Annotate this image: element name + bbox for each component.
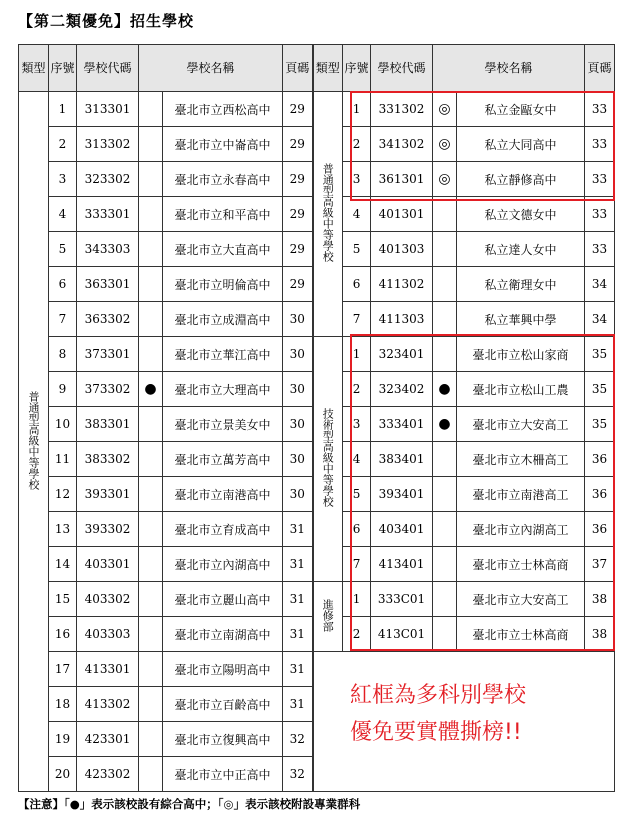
right-category-label: 普通型高級中等學校	[321, 163, 335, 262]
row-mark: ◎	[433, 162, 457, 197]
row-mark	[139, 687, 163, 722]
row-seq: 19	[49, 722, 77, 757]
row-code: 373302	[77, 372, 139, 407]
row-seq: 4	[343, 442, 371, 477]
row-name: 私立金甌女中	[457, 92, 585, 127]
row-code: 423302	[77, 757, 139, 792]
row-page: 32	[283, 757, 313, 792]
row-mark	[433, 582, 457, 617]
table-row	[19, 582, 615, 617]
row-page: 30	[283, 337, 313, 372]
row-page: 29	[283, 232, 313, 267]
row-page: 30	[283, 372, 313, 407]
row-code: 331302	[371, 92, 433, 127]
row-seq: 13	[49, 512, 77, 547]
row-seq: 1	[49, 92, 77, 127]
row-page: 35	[585, 407, 615, 442]
row-name: 臺北市立士林高商	[457, 547, 585, 582]
row-page: 31	[283, 617, 313, 652]
header-code: 學校代碼	[77, 45, 139, 92]
row-code: 313301	[77, 92, 139, 127]
row-name: 臺北市立松山工農	[457, 372, 585, 407]
row-mark	[139, 232, 163, 267]
row-seq: 18	[49, 687, 77, 722]
row-code: 341302	[371, 127, 433, 162]
row-seq: 4	[49, 197, 77, 232]
row-name: 臺北市立大安高工	[457, 407, 585, 442]
row-mark	[139, 547, 163, 582]
row-name: 臺北市立松山家商	[457, 337, 585, 372]
row-page: 29	[283, 162, 313, 197]
row-code: 413301	[77, 652, 139, 687]
row-page: 29	[283, 92, 313, 127]
row-name: 臺北市立明倫高中	[163, 267, 283, 302]
row-name: 臺北市立育成高中	[163, 512, 283, 547]
left-category-label: 普通型高級中等學校	[27, 390, 40, 490]
row-code: 333301	[77, 197, 139, 232]
row-seq: 16	[49, 617, 77, 652]
row-code: 393302	[77, 512, 139, 547]
right-category-cell	[313, 337, 343, 582]
row-page: 30	[283, 477, 313, 512]
row-page: 38	[585, 582, 615, 617]
row-seq: 7	[343, 302, 371, 337]
right-category-label: 技術型高級中等學校	[321, 408, 335, 507]
row-code: 401303	[371, 232, 433, 267]
row-mark	[139, 512, 163, 547]
row-name: 臺北市立麗山高中	[163, 582, 283, 617]
row-name: 臺北市立和平高中	[163, 197, 283, 232]
row-name: 臺北市立中崙高中	[163, 127, 283, 162]
row-mark	[433, 547, 457, 582]
row-mark	[433, 512, 457, 547]
row-mark: ●	[433, 407, 457, 442]
row-name: 臺北市立內湖高工	[457, 512, 585, 547]
row-seq: 6	[49, 267, 77, 302]
row-code: 383302	[77, 442, 139, 477]
row-mark	[433, 302, 457, 337]
row-name: 臺北市立南湖高中	[163, 617, 283, 652]
row-seq: 2	[343, 127, 371, 162]
row-name: 臺北市立復興高中	[163, 722, 283, 757]
row-page: 31	[283, 687, 313, 722]
row-code: 403303	[77, 617, 139, 652]
row-seq: 6	[343, 267, 371, 302]
row-seq: 7	[343, 547, 371, 582]
row-seq: 12	[49, 477, 77, 512]
row-page: 31	[283, 512, 313, 547]
row-page: 33	[585, 197, 615, 232]
row-code: 361301	[371, 162, 433, 197]
row-mark	[433, 477, 457, 512]
header-category: 類型	[313, 45, 343, 92]
row-mark	[139, 302, 163, 337]
row-mark	[139, 407, 163, 442]
row-code: 411303	[371, 302, 433, 337]
row-seq: 9	[49, 372, 77, 407]
row-mark	[139, 757, 163, 792]
row-page: 31	[283, 652, 313, 687]
annotation-line2: 優免要實體撕榜!!	[350, 720, 522, 745]
annotation-line1: 紅框為多科別學校	[350, 683, 527, 708]
row-seq: 3	[343, 162, 371, 197]
row-seq: 2	[49, 127, 77, 162]
row-code: 393301	[77, 477, 139, 512]
row-name: 私立靜修高中	[457, 162, 585, 197]
row-page: 29	[283, 127, 313, 162]
row-mark	[139, 197, 163, 232]
row-page: 30	[283, 442, 313, 477]
row-mark: ◎	[433, 92, 457, 127]
row-code: 401301	[371, 197, 433, 232]
row-seq: 2	[343, 617, 371, 652]
row-seq: 5	[49, 232, 77, 267]
row-code: 403301	[77, 547, 139, 582]
row-mark	[139, 337, 163, 372]
row-page: 33	[585, 162, 615, 197]
row-code: 393401	[371, 477, 433, 512]
row-page: 35	[585, 372, 615, 407]
row-seq: 5	[343, 477, 371, 512]
row-seq: 1	[343, 582, 371, 617]
row-page: 34	[585, 267, 615, 302]
row-seq: 3	[343, 407, 371, 442]
row-page: 33	[585, 92, 615, 127]
row-code: 413302	[77, 687, 139, 722]
row-name: 臺北市立景美女中	[163, 407, 283, 442]
row-page: 36	[585, 442, 615, 477]
row-name: 臺北市立永春高中	[163, 162, 283, 197]
row-mark: ●	[139, 372, 163, 407]
row-code: 403302	[77, 582, 139, 617]
right-category-cell	[313, 582, 343, 652]
row-mark	[139, 722, 163, 757]
table-row	[19, 722, 615, 757]
row-name: 臺北市立華江高中	[163, 337, 283, 372]
header-name: 學校名稱	[433, 45, 585, 92]
row-mark	[433, 337, 457, 372]
row-page: 36	[585, 512, 615, 547]
row-code: 413401	[371, 547, 433, 582]
row-name: 臺北市立成淵高中	[163, 302, 283, 337]
row-code: 423301	[77, 722, 139, 757]
row-seq: 20	[49, 757, 77, 792]
row-mark	[139, 652, 163, 687]
footnote: 【注意】「●」表示該校設有綜合高中；「◎」表示該校附設專業群科	[18, 797, 361, 811]
header-seq: 序號	[343, 45, 371, 92]
row-page: 33	[585, 232, 615, 267]
row-name: 臺北市立中正高中	[163, 757, 283, 792]
row-mark	[139, 162, 163, 197]
page-title: 【第二類優免】招生學校	[18, 12, 195, 30]
row-mark	[139, 477, 163, 512]
row-name: 臺北市立士林高商	[457, 617, 585, 652]
row-mark: ◎	[433, 127, 457, 162]
row-code: 413C01	[371, 617, 433, 652]
row-page: 29	[283, 197, 313, 232]
row-seq: 14	[49, 547, 77, 582]
row-name: 臺北市立大直高中	[163, 232, 283, 267]
row-name: 臺北市立西松高中	[163, 92, 283, 127]
right-category-cell	[313, 92, 343, 337]
row-name: 臺北市立大安高工	[457, 582, 585, 617]
right-category-label: 進修部	[321, 598, 335, 632]
row-mark	[433, 232, 457, 267]
row-page: 34	[585, 302, 615, 337]
row-page: 32	[283, 722, 313, 757]
row-code: 363301	[77, 267, 139, 302]
header-category: 類型	[19, 45, 49, 92]
row-seq: 17	[49, 652, 77, 687]
left-category-cell	[19, 92, 49, 792]
row-name: 臺北市立木柵高工	[457, 442, 585, 477]
row-seq: 10	[49, 407, 77, 442]
row-code: 323402	[371, 372, 433, 407]
table-header-row	[19, 45, 615, 92]
row-seq: 15	[49, 582, 77, 617]
row-code: 383401	[371, 442, 433, 477]
table-row	[19, 337, 615, 372]
row-code: 383301	[77, 407, 139, 442]
row-seq: 8	[49, 337, 77, 372]
row-page: 37	[585, 547, 615, 582]
header-seq: 序號	[49, 45, 77, 92]
row-seq: 11	[49, 442, 77, 477]
row-code: 333401	[371, 407, 433, 442]
row-name: 私立大同高中	[457, 127, 585, 162]
row-mark	[139, 617, 163, 652]
row-code: 403401	[371, 512, 433, 547]
row-mark	[433, 617, 457, 652]
row-seq: 2	[343, 372, 371, 407]
row-mark	[139, 582, 163, 617]
header-page: 頁碼	[283, 45, 313, 92]
row-page: 35	[585, 337, 615, 372]
row-name: 臺北市立內湖高中	[163, 547, 283, 582]
row-code: 333C01	[371, 582, 433, 617]
row-mark: ●	[433, 372, 457, 407]
row-name: 臺北市立百齡高中	[163, 687, 283, 722]
header-code: 學校代碼	[371, 45, 433, 92]
row-name: 臺北市立南港高中	[163, 477, 283, 512]
row-seq: 6	[343, 512, 371, 547]
row-page: 31	[283, 547, 313, 582]
row-name: 臺北市立大理高中	[163, 372, 283, 407]
row-code: 313302	[77, 127, 139, 162]
row-page: 31	[283, 582, 313, 617]
row-code: 343303	[77, 232, 139, 267]
row-code: 323401	[371, 337, 433, 372]
row-mark	[433, 267, 457, 302]
row-seq: 1	[343, 92, 371, 127]
row-page: 36	[585, 477, 615, 512]
row-mark	[139, 127, 163, 162]
row-seq: 3	[49, 162, 77, 197]
row-page: 29	[283, 267, 313, 302]
row-name: 私立達人女中	[457, 232, 585, 267]
header-page: 頁碼	[585, 45, 615, 92]
table-row	[19, 757, 615, 792]
row-seq: 4	[343, 197, 371, 232]
row-code: 363302	[77, 302, 139, 337]
row-mark	[433, 197, 457, 232]
row-page: 33	[585, 127, 615, 162]
row-name: 臺北市立萬芳高中	[163, 442, 283, 477]
row-seq: 1	[343, 337, 371, 372]
row-name: 私立文德女中	[457, 197, 585, 232]
row-mark	[433, 442, 457, 477]
row-code: 411302	[371, 267, 433, 302]
row-name: 臺北市立南港高工	[457, 477, 585, 512]
row-code: 323302	[77, 162, 139, 197]
row-code: 373301	[77, 337, 139, 372]
row-mark	[139, 92, 163, 127]
row-name: 臺北市立陽明高中	[163, 652, 283, 687]
row-mark	[139, 442, 163, 477]
row-page: 30	[283, 302, 313, 337]
header-name: 學校名稱	[139, 45, 283, 92]
row-seq: 7	[49, 302, 77, 337]
row-seq: 5	[343, 232, 371, 267]
row-page: 30	[283, 407, 313, 442]
row-name: 私立衛理女中	[457, 267, 585, 302]
row-name: 私立華興中學	[457, 302, 585, 337]
empty-cell	[313, 757, 615, 792]
table-row	[19, 92, 615, 127]
row-mark	[139, 267, 163, 302]
row-page: 38	[585, 617, 615, 652]
